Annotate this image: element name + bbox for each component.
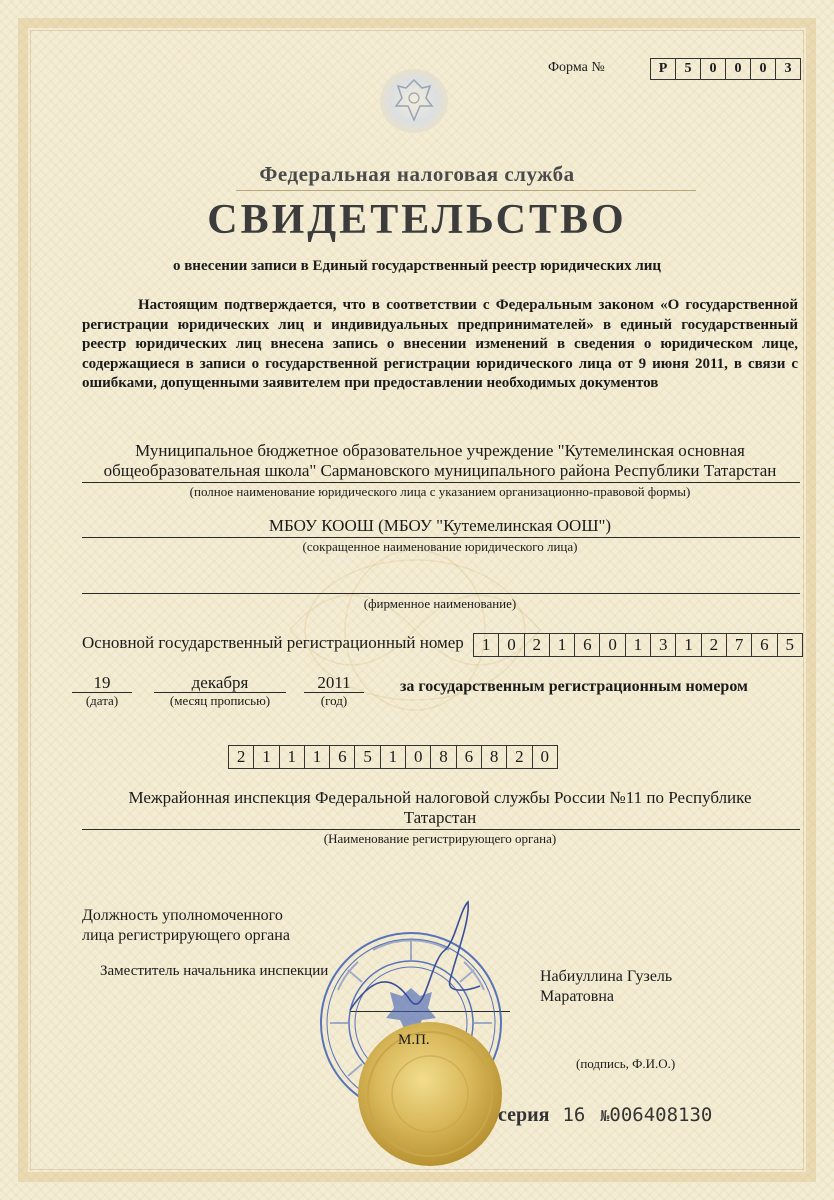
firm-name-underline <box>82 593 800 594</box>
ogrn-digit: 2 <box>525 634 550 656</box>
authority-line2: Татарстан <box>403 808 477 827</box>
date-day: 19 <box>93 673 111 692</box>
grn-digit: 0 <box>406 746 431 768</box>
grn-boxes <box>228 745 558 769</box>
date-month: декабря <box>191 673 249 692</box>
position-label-line1: Должность уполномоченного <box>82 907 283 924</box>
series-value: 16 <box>562 1104 586 1126</box>
form-number-boxes <box>650 58 801 80</box>
certificate-subtitle: о внесении записи в Единый государственный реестр юридических лиц <box>172 258 662 274</box>
full-name-caption: (полное наименование юридического лица с указанием организационно-правовой формы) <box>189 484 691 499</box>
grn-digit: 8 <box>431 746 456 768</box>
firm-name-caption: (фирменное наименование) <box>363 596 517 611</box>
full-name-underline <box>82 482 800 483</box>
ogrn-digit: 6 <box>575 634 600 656</box>
entity-full-name-line1: Муниципальное бюджетное образовательное учреждение "Кутемелинская основная <box>135 441 745 460</box>
signatory-name-line1: Набиуллина Гузель <box>540 968 673 985</box>
ogrn-digit: 1 <box>550 634 575 656</box>
series-label: серия <box>498 1104 550 1126</box>
ogrn-digit: 0 <box>600 634 625 656</box>
date-year-caption: (год) <box>320 693 348 708</box>
ogrn-digit: 1 <box>626 634 651 656</box>
grn-digit: 0 <box>540 747 549 766</box>
signatory-name-line2: Маратовна <box>540 988 615 1005</box>
certificate-title: СВИДЕТЕЛЬСТВО <box>207 197 627 243</box>
grn-digit: 1 <box>254 746 279 768</box>
stamp-place-label: М.П. <box>398 1032 430 1048</box>
serial-number-value: 006408130 <box>609 1104 713 1126</box>
short-name-underline <box>82 537 800 538</box>
signatory-position: Заместитель начальника инспекции <box>100 963 329 979</box>
ogrn-digit: 5 <box>785 635 794 654</box>
form-code-char: 0 <box>751 59 776 79</box>
authority-caption: (Наименование регистрирующего органа) <box>323 831 557 846</box>
gold-seal-icon <box>356 1020 504 1168</box>
ogrn-digit: 6 <box>752 634 777 656</box>
form-code-char: 0 <box>701 59 726 79</box>
number-sign: № <box>600 1107 610 1125</box>
serial-number <box>498 1104 712 1127</box>
authority-underline <box>82 829 800 830</box>
short-name-caption: (сокращенное наименование юридического лица) <box>302 539 578 554</box>
agency-underline <box>236 190 696 191</box>
grn-digit: 5 <box>355 746 380 768</box>
grn-digit: 6 <box>330 746 355 768</box>
grn-digit: 2 <box>507 746 532 768</box>
registering-authority <box>82 788 798 828</box>
date-day-caption: (дата) <box>85 693 119 708</box>
grn-digit: 2 <box>229 746 254 768</box>
ogrn-digit: 3 <box>651 634 676 656</box>
position-label <box>82 906 290 946</box>
entity-short-name: МБОУ КООШ (МБОУ "Кутемелинская ООШ") <box>268 516 612 535</box>
grn-digit: 8 <box>482 746 507 768</box>
form-number-label: Форма № <box>548 60 605 75</box>
position-label-line2: лица регистрирующего органа <box>82 927 290 944</box>
date-month-caption: (месяц прописью) <box>169 693 271 708</box>
authority-line1: Межрайонная инспекция Федеральной налоговой службы России №11 по Республике <box>128 788 752 807</box>
ogrn-digit: 0 <box>499 634 524 656</box>
grn-digit: 1 <box>305 746 330 768</box>
date-year: 2011 <box>317 673 351 692</box>
entity-full-name-line2: общеобразовательная школа" Сармановского муниципального района Республики Татарстан <box>103 461 777 480</box>
signatory-name <box>540 967 672 1007</box>
form-code-char: 5 <box>676 59 701 79</box>
hologram-emblem-icon <box>376 66 452 136</box>
ogrn-digit: 7 <box>727 634 752 656</box>
form-code-char: 3 <box>784 61 792 76</box>
ogrn-digit: 1 <box>676 634 701 656</box>
signature-caption: (подпись, Ф.И.О.) <box>576 1056 676 1071</box>
form-code-char: Р <box>651 59 676 79</box>
entity-full-name <box>82 441 798 481</box>
ogrn-boxes <box>473 633 803 657</box>
agency-name: Федеральная налоговая служба <box>259 162 575 186</box>
handwritten-signature-icon <box>330 890 510 1040</box>
ogrn-digit: 2 <box>702 634 727 656</box>
grn-digit: 1 <box>280 746 305 768</box>
form-code-char: 0 <box>726 59 751 79</box>
ogrn-digit: 1 <box>474 634 499 656</box>
ogrn-label: Основной государственный регистрационный номер <box>82 633 464 652</box>
grn-label: за государственным регистрационным номером <box>400 678 748 695</box>
grn-digit: 6 <box>457 746 482 768</box>
certificate-body-text: Настоящим подтверждается, что в соответствии с Федеральным законом «О государственной регистрации юридических лиц и индивидуальных предпринимателей» в единый государственный реестр юридических лиц внесена запись о внесении изменений в сведения о юридическом лице, содержащиеся в записи о государственной регистрации юридического лица от 9 июня 2011, в связи с ошибками, допущенными заявителем при предоставлении необходимых документов <box>82 297 798 391</box>
grn-digit: 1 <box>381 746 406 768</box>
